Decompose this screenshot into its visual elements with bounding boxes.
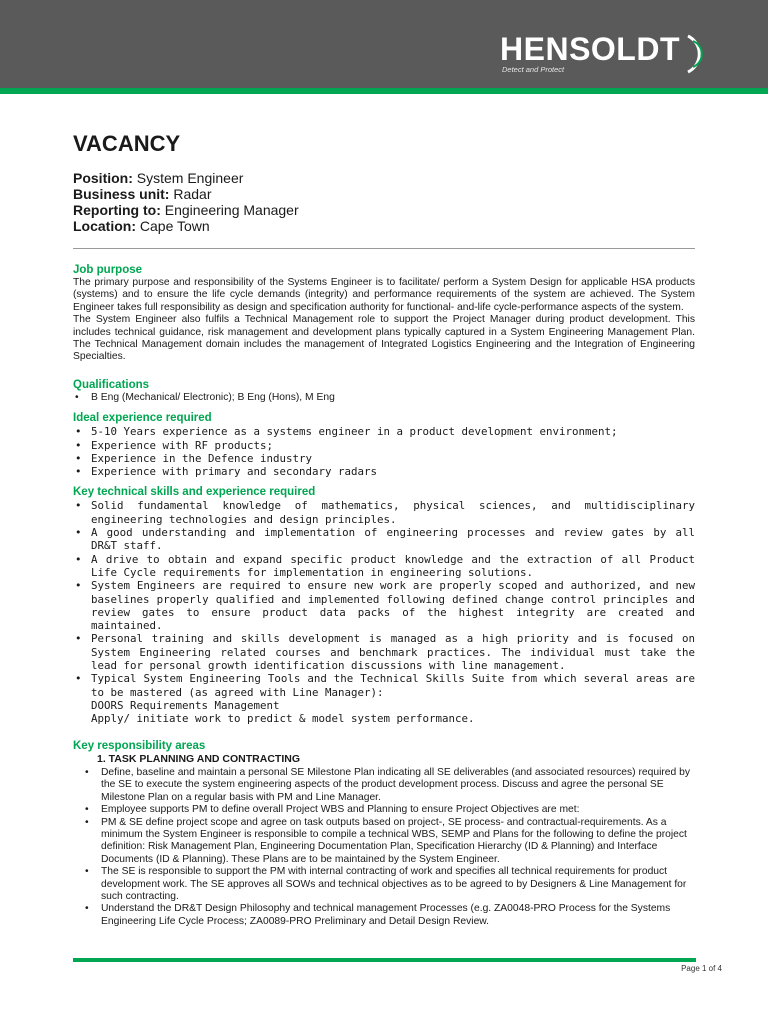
list-item: • Typical System Engineering Tools and the Technical Skills Suite from which several areas are to be mastered (as agreed with Line Manager): [73,672,695,699]
meta-reporting-to: Reporting to: Engineering Manager [73,202,299,218]
qualifications-title: Qualifications [73,378,150,391]
page-title: VACANCY [73,131,181,156]
skills-tool-modelling: Apply/ initiate work to predict & model system performance. [91,712,475,726]
experience-section [73,411,695,478]
list-item: • The SE is responsible to support the PM with internal contracting of work and specifies all technical requirements for product development work. The SE approves all SOWs and technical objectives as to be agreed to by Designers & Line Management for such contracting. [73,866,695,903]
footer-accent-rule [73,958,696,962]
experience-title: Ideal experience required [73,412,212,425]
company-logo [500,32,696,76]
vacancy-meta [73,170,695,234]
list-item: • Understand the DR&T Design Philosophy and technical management Processes (e.g. ZA0048-PRO Process for the Systems Engineering Life Cycle Process; ZA0089-PRO Preliminary and Detail Design Review. [73,903,695,928]
meta-position: Position: System Engineer [73,170,244,186]
list-item: • Experience in the Defence industry [73,452,695,465]
skills-tool-doors: DOORS Requirements Management [91,698,280,712]
meta-location: Location: Cape Town [73,218,210,234]
page-header [0,0,768,88]
job-purpose-paragraph-2: The System Engineer also fulfils a Technical Management role to support the Project Manager during product development. This includes technical guidance, risk management and development plans typically captured in a System Engineering Management Plan. The Technical Management domain includes the management of Integrated Logistics Engineering and the Integration of Engineering Specialties. [73,314,695,363]
list-item: • Personal training and skills development is managed as a high priority and is focused on System Engineering related courses and benchmark practices. The individual must take the lead for personal growth identification discussions with line management. [73,632,695,672]
responsibilities-title: Key responsibility areas [73,740,206,753]
logo-arc-icon [684,32,706,76]
list-item: • B Eng (Mechanical/ Electronic); B Eng (Hons), M Eng [73,392,695,404]
experience-list [73,425,695,478]
header-accent-rule [0,88,768,94]
list-item: • Employee supports PM to define overall Project WBS and Planning to ensure Project Objectives are met: [73,804,695,816]
job-purpose-section [73,263,695,364]
section-divider [73,248,695,249]
qualifications-section [73,378,695,404]
list-item: • Define, baseline and maintain a personal SE Milestone Plan indicating all SE deliverables (and associated resources) required by the SE to execute the system engineering aspects of the product development process. Discuss and agree the personal SE Milestone Plan on a regular basis with PM and Line Manager. [73,767,695,804]
list-item: • Solid fundamental knowledge of mathematics, physical sciences, and multidisciplinary engineering technologies and design principles. [73,499,695,526]
logo-wordmark: HENSOLDT [500,31,680,67]
list-item: • A good understanding and implementation of engineering processes and review gates by all DR&T staff. [73,526,695,553]
job-purpose-title: Job purpose [73,264,143,276]
document-body [73,130,695,928]
list-item: • A drive to obtain and expand specific product knowledge and the extraction of all Product Life Cycle requirements for implementation in engineering solutions. [73,553,695,580]
meta-business-unit: Business unit: Radar [73,186,212,202]
list-item: • 5-10 Years experience as a systems engineer in a product development environment; [73,425,695,438]
list-item: • Experience with RF products; [73,439,695,452]
page-number: Page 1 of 4 [681,964,722,973]
list-item: • PM & SE define project scope and agree on task outputs based on project-, SE process- and contractual-requirements. As a minimum the System Engineer is responsible to compile a technical WBS, SEMP and Plans for the following to define the project definition: Risk Management Plan, Engineering Documentation Plan, Specification Hierarchy (ID & Planning) and Interface Documents (ID & Planning). These Plans are to be maintained by the System Engineer. [73,817,695,867]
logo-tagline: Detect and Protect [502,65,565,74]
responsibilities-section [73,739,695,928]
skills-section [73,485,695,725]
skills-list [73,499,695,698]
responsibilities-list [73,767,695,928]
responsibilities-subtitle: 1. TASK PLANNING AND CONTRACTING [97,753,300,766]
skills-title: Key technical skills and experience required [73,486,316,499]
list-item: • System Engineers are required to ensure new work are properly scoped and authorized, and new baselines properly qualified and implemented following defined change control principles and review gates to ensure product data packs of the highest integrity are created and maintained. [73,579,695,632]
job-purpose-paragraph-1: The primary purpose and responsibility of the Systems Engineer is to facilitate/ perform a System Design for applicable HSA products (systems) and to ensure the life cycle demands (integrity) and performance requirements of the system are achieved. The System Engineer takes full responsibility as design and specification authority for functional- and-life cycle-performance aspects of the system. [73,277,695,313]
qualifications-list [73,392,695,404]
list-item: • Experience with primary and secondary radars [73,465,695,478]
